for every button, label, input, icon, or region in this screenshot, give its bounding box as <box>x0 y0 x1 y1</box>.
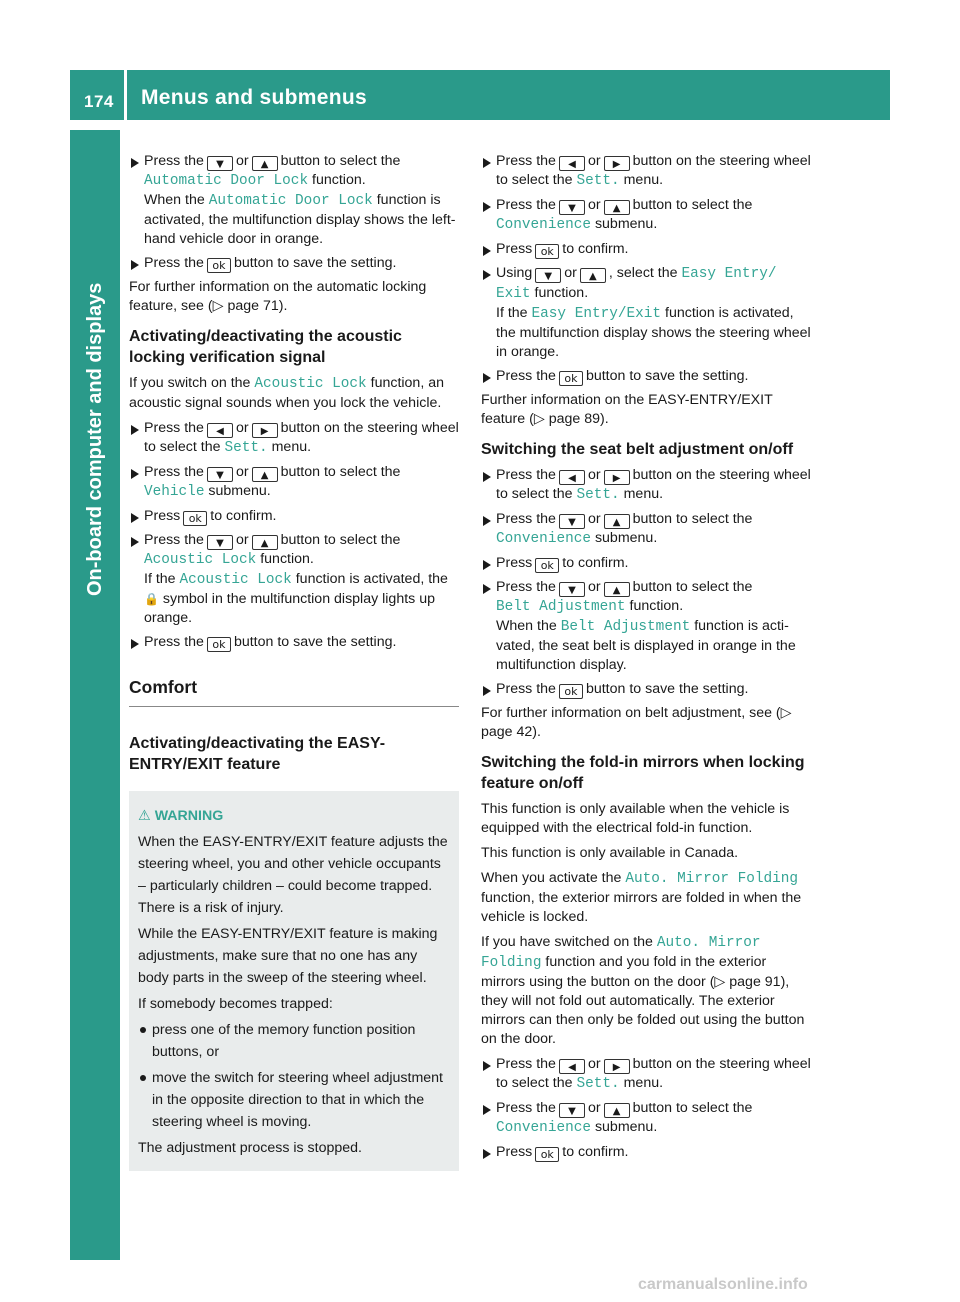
instruction-step: Press the ◀ or ▶ button on the steering wheel to select the Sett. menu. <box>481 466 813 505</box>
down-key-icon: ▼ <box>559 514 585 529</box>
ok-key-icon: ok <box>207 637 231 652</box>
ok-key-icon: ok <box>559 371 583 386</box>
right-key-icon: ▶ <box>604 1059 630 1074</box>
ok-key-icon: ok <box>535 244 559 259</box>
paragraph: If you have switched on the Auto. Mirror Folding function and you fold in the exterior mirrors using the button on the door (▷ page 91), they will not fold out automatically. The exterior mirrors can then only be folded out using the button on the door. <box>481 934 805 1047</box>
paragraph: When you activate the Auto. Mirror Folding function, the exterior mirrors are folded in when the vehicle is locked. <box>481 870 802 925</box>
paragraph: This function is only available in Canada. <box>481 845 739 861</box>
ok-key-icon: ok <box>535 1147 559 1162</box>
down-key-icon: ▼ <box>207 156 233 171</box>
ok-key-icon: ok <box>183 511 207 526</box>
up-key-icon: ▲ <box>604 514 630 529</box>
ok-key-icon: ok <box>207 258 231 273</box>
up-key-icon: ▲ <box>580 268 606 283</box>
left-key-icon: ◀ <box>559 470 585 485</box>
instruction-step: Press the ◀ or ▶ button on the steering wheel to select the Sett. menu. <box>481 152 813 191</box>
down-key-icon: ▼ <box>207 467 233 482</box>
page-title: Menus and submenus <box>141 86 367 109</box>
up-key-icon: ▲ <box>604 200 630 215</box>
section-heading: Activating/deactivating the EASY-ENTRY/EXIT feature <box>129 735 386 773</box>
warning-title: ⚠ WARNING <box>138 808 224 824</box>
left-key-icon: ◀ <box>207 423 233 438</box>
section-heading: Activating/deactivating the acoustic locking verification signal <box>129 328 402 366</box>
ok-key-icon: ok <box>559 684 583 699</box>
warning-bullet: press one of the memory function position buttons, or <box>138 1019 450 1063</box>
instruction-step: Press ok to confirm. <box>129 507 459 526</box>
up-key-icon: ▲ <box>604 582 630 597</box>
lock-icon: 🔒 <box>144 592 159 606</box>
right-column <box>481 152 813 1167</box>
instruction-step: Press the ok button to save the setting. <box>481 367 813 386</box>
instruction-step: Press the ◀ or ▶ button on the steering wheel to select the Sett. menu. <box>129 419 459 458</box>
right-key-icon: ▶ <box>252 423 278 438</box>
menu-code: Automatic Door Lock <box>144 173 309 189</box>
watermark: carmanualsonline.info <box>638 1276 808 1293</box>
warning-text: If somebody becomes trapped: <box>138 996 333 1012</box>
left-column <box>129 152 459 1171</box>
ok-key-icon: ok <box>535 558 559 573</box>
warning-box <box>129 791 459 1171</box>
instruction-step: Press the ▼ or ▲ button to select the Belt Adjustment function. When the Belt Adjustment function is activated, the seat belt is displayed in orange in the multifunction display. <box>481 578 813 675</box>
instruction-step: Press ok to confirm. <box>481 1143 813 1162</box>
down-key-icon: ▼ <box>535 268 561 283</box>
paragraph: Further information on the EASY-ENTRY/EXIT feature (▷ page 89). <box>481 392 773 427</box>
paragraph: If you switch on the Acoustic Lock function, an acoustic signal sounds when you lock the vehicle. <box>129 375 444 411</box>
instruction-step: Press ok to confirm. <box>481 554 813 573</box>
left-key-icon: ◀ <box>559 156 585 171</box>
paragraph: This function is only available when the vehicle is equipped with the electrical fold-in function. <box>481 801 790 836</box>
instruction-step: Press ok to confirm. <box>481 240 813 259</box>
instruction-step: Press the ◀ or ▶ button on the steering wheel to select the Sett. menu. <box>481 1055 813 1094</box>
instruction-step: Press the ▼ or ▲ button to select the Convenience submenu. <box>481 510 813 549</box>
instruction-step: Press the ok button to save the setting. <box>481 680 813 699</box>
page-number: 174 <box>84 92 114 111</box>
instruction-step: Press the ▼ or ▲ button to select the Automatic Door Lock function. When the Automatic Door Lock function is activated, the multifunction display shows the left-hand vehicle door in orange. <box>129 152 459 249</box>
paragraph: For further information on the automatic locking feature, see (▷ page 71). <box>129 279 427 314</box>
header-divider <box>124 70 127 120</box>
side-tab-label: On-board computer and displays <box>84 282 106 596</box>
up-key-icon: ▲ <box>252 535 278 550</box>
warning-bullet: move the switch for steering wheel adjustment in the opposite direction to that in which the steering wheel is moving. <box>138 1067 450 1133</box>
instruction-step: Press the ▼ or ▲ button to select the Convenience submenu. <box>481 1099 813 1138</box>
warning-text: The adjustment process is stopped. <box>138 1140 362 1156</box>
section-heading: Switching the seat belt adjustment on/off <box>481 441 794 458</box>
up-key-icon: ▲ <box>252 467 278 482</box>
instruction-step: Press the ok button to save the setting. <box>129 633 459 652</box>
left-key-icon: ◀ <box>559 1059 585 1074</box>
instruction-step: Press the ok button to save the setting. <box>129 254 459 273</box>
warning-text: While the EASY-ENTRY/EXIT feature is making adjustments, make sure that no one has any body parts in the sweep of the steering wheel. <box>138 926 438 986</box>
right-key-icon: ▶ <box>604 470 630 485</box>
instruction-step: Press the ▼ or ▲ button to select the Acoustic Lock function. If the Acoustic Lock function is activated, the 🔒 symbol in the multifunction display lights up orange. <box>129 531 459 628</box>
right-key-icon: ▶ <box>604 156 630 171</box>
instruction-step: Press the ▼ or ▲ button to select the Convenience submenu. <box>481 196 813 235</box>
up-key-icon: ▲ <box>252 156 278 171</box>
instruction-step: Press the ▼ or ▲ button to select the Vehicle submenu. <box>129 463 459 502</box>
warning-icon: ⚠ <box>138 808 151 824</box>
section-heading: Switching the fold-in mirrors when locking feature on/off <box>481 754 805 792</box>
down-key-icon: ▼ <box>559 582 585 597</box>
down-key-icon: ▼ <box>559 1103 585 1118</box>
warning-text: When the EASY-ENTRY/EXIT feature adjusts the steering wheel, you and other vehicle occupants – particularly children – could become trapped. There is a risk of injury. <box>138 834 448 916</box>
paragraph: For further information on belt adjustment, see (▷ page 42). <box>481 705 792 740</box>
down-key-icon: ▼ <box>559 200 585 215</box>
down-key-icon: ▼ <box>207 535 233 550</box>
section-heading-comfort: Comfort <box>129 676 459 707</box>
up-key-icon: ▲ <box>604 1103 630 1118</box>
instruction-step: Using ▼ or ▲ , select the Easy Entry/ Exit function. If the Easy Entry/Exit function is activated, the multifunction display shows the steering wheel in orange. <box>481 264 813 362</box>
